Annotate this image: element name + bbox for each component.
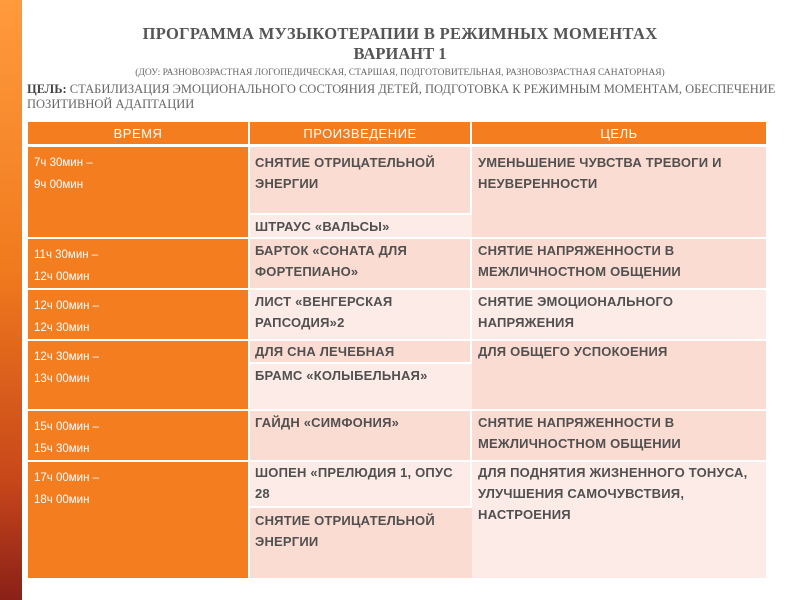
time-from: 11ч 30мин – [34, 249, 99, 261]
schedule-table [28, 122, 766, 580]
time-to: 12ч 00мин [34, 271, 90, 283]
groups-note: (ДОУ: РАЗНОВОЗРАСТНАЯ ЛОГОПЕДИЧЕСКАЯ, СТАРШАЯ, ПОДГОТОВИТЕЛЬНАЯ, РАЗНОВОЗРАСТНАЯ САНАТОРНАЯ) [135, 68, 665, 78]
header-time: ВРЕМЯ [28, 122, 250, 147]
page-title: ПРОГРАММА МУЗЫКОТЕРАПИИ В РЕЖИМНЫХ МОМЕНТАХ [142, 24, 658, 43]
time-to: 13ч 00мин [34, 373, 90, 385]
time-from: 15ч 00мин – [34, 421, 100, 433]
aim-cell: СНЯТИЕ НАПРЯЖЕННОСТИ В МЕЖЛИЧНОСТНОМ ОБЩЕНИИ [472, 411, 766, 462]
page-subtitle-variant: ВАРИАНТ 1 [353, 44, 447, 63]
table-row [28, 411, 766, 462]
table-row [28, 147, 766, 215]
aim-cell: ДЛЯ ПОДНЯТИЯ ЖИЗНЕННОГО ТОНУСА, УЛУЧШЕНИЯ САМОЧУВСТВИЯ, НАСТРОЕНИЯ [472, 462, 766, 580]
work-cell: ГАЙДН «СИМФОНИЯ» [250, 411, 472, 462]
time-to: 18ч 00мин [34, 494, 90, 506]
header-aim: ЦЕЛЬ [472, 122, 766, 147]
table-row [28, 239, 766, 290]
work-cell: ДЛЯ СНА ЛЕЧЕБНАЯ [250, 341, 472, 364]
time-cell [28, 147, 250, 239]
work-cell: БРАМС «КОЛЫБЕЛЬНАЯ» [250, 364, 472, 411]
time-from: 17ч 00мин – [34, 472, 100, 484]
goal-statement [27, 82, 777, 112]
work-cell: ШТРАУС «ВАЛЬСЫ» [250, 215, 472, 239]
time-to: 9ч 00мин [34, 179, 84, 191]
aim-cell: СНЯТИЕ НАПРЯЖЕННОСТИ В МЕЖЛИЧНОСТНОМ ОБЩЕНИИ [472, 239, 766, 290]
time-from: 12ч 00мин – [34, 300, 100, 312]
header-work: ПРОИЗВЕДЕНИЕ [250, 122, 472, 147]
time-to: 12ч 30мин [34, 322, 90, 334]
decorative-side-bar [0, 0, 22, 600]
goal-label: ЦЕЛЬ: [27, 82, 67, 96]
time-cell [28, 290, 250, 341]
table-row [28, 341, 766, 364]
work-cell: СНЯТИЕ ОТРИЦАТЕЛЬНОЙ ЭНЕРГИИ [250, 147, 472, 215]
aim-cell: СНЯТИЕ ЭМОЦИОНАЛЬНОГО НАПРЯЖЕНИЯ [472, 290, 766, 341]
work-cell: СНЯТИЕ ОТРИЦАТЕЛЬНОЙ ЭНЕРГИИ [250, 508, 472, 580]
time-cell [28, 462, 250, 580]
time-cell [28, 341, 250, 411]
time-cell [28, 411, 250, 462]
table-header-row [28, 122, 766, 147]
work-cell: БАРТОК «СОНАТА ДЛЯ ФОРТЕПИАНО» [250, 239, 472, 290]
time-to: 15ч 30мин [34, 443, 90, 455]
aim-cell: УМЕНЬШЕНИЕ ЧУВСТВА ТРЕВОГИ И НЕУВЕРЕННОСТИ [472, 147, 766, 239]
time-cell [28, 239, 250, 290]
table-row [28, 290, 766, 341]
work-cell: ШОПЕН «ПРЕЛЮДИЯ 1, ОПУС 28 [250, 462, 472, 508]
aim-cell: ДЛЯ ОБЩЕГО УСПОКОЕНИЯ [472, 341, 766, 411]
work-cell: ЛИСТ «ВЕНГЕРСКАЯ РАПСОДИЯ»2 [250, 290, 472, 341]
time-from: 7ч 30мин – [34, 157, 93, 169]
table-row [28, 462, 766, 508]
goal-text: СТАБИЛИЗАЦИЯ ЭМОЦИОНАЛЬНОГО СОСТОЯНИЯ ДЕТЕЙ, ПОДГОТОВКА К РЕЖИМНЫМ МОМЕНТАМ, ОБЕСПЕЧЕНИЕ ПОЗИТИВНОЙ АДАПТАЦИИ [27, 82, 776, 111]
time-from: 12ч 30мин – [34, 351, 100, 363]
